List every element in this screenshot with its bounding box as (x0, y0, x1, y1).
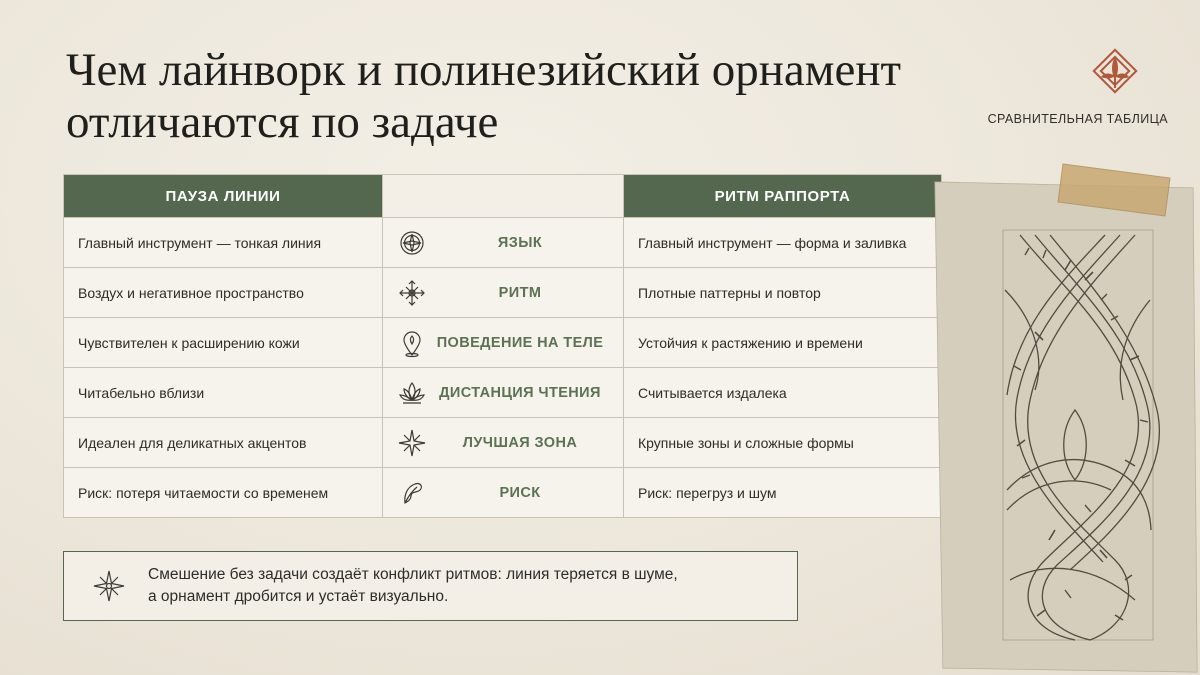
ornament-logo-icon (1086, 42, 1144, 100)
table-row (64, 418, 942, 468)
center-label: ЯЗЫК (497, 234, 543, 251)
page-title (66, 44, 966, 148)
map-pin-icon (397, 328, 427, 358)
note-box (63, 551, 798, 621)
center-cell (383, 418, 624, 468)
center-label: ДИСТАНЦИЯ ЧТЕНИЯ (439, 384, 601, 401)
right-cell: Считывается издалека (624, 368, 942, 418)
left-cell: Чувствителен к расширению кожи (64, 318, 383, 368)
left-cell: Читабельно вблизи (64, 368, 383, 418)
compass-icon (397, 228, 427, 258)
compass-star-icon (92, 569, 126, 603)
title-line-2: отличаются по задаче (66, 96, 499, 148)
table-row (64, 368, 942, 418)
center-cell (383, 468, 624, 518)
center-cell (383, 268, 624, 318)
left-cell: Риск: потеря читаемости со временем (64, 468, 383, 518)
title-line-1: Чем лайнворк и полинезийский орнамент (66, 44, 902, 96)
note-line-2: а орнамент дробится и устаёт визуально. (148, 588, 449, 605)
right-cell: Главный инструмент — форма и заливка (624, 218, 942, 268)
header-left: ПАУЗА ЛИНИИ (64, 175, 383, 218)
center-cell (383, 318, 624, 368)
arrows-burst-icon (397, 278, 427, 308)
table-row (64, 318, 942, 368)
header-right: РИТМ РАППОРТА (624, 175, 942, 218)
left-cell: Главный инструмент — тонкая линия (64, 218, 383, 268)
center-label: РИСК (499, 484, 541, 501)
table-header-row (64, 175, 942, 218)
star-burst-icon (397, 428, 427, 458)
center-label: РИТМ (498, 284, 542, 301)
tattoo-sketch-illustration (925, 160, 1200, 675)
comparison-table (63, 174, 942, 518)
right-cell: Крупные зоны и сложные формы (624, 418, 942, 468)
right-cell: Риск: перегруз и шум (624, 468, 942, 518)
center-label: ПОВЕДЕНИЕ НА ТЕЛЕ (436, 334, 604, 351)
note-line-1: Смешение без задачи создаёт конфликт ритмов: линия теряется в шуме, (148, 566, 678, 583)
header-middle (383, 175, 624, 218)
table-row (64, 468, 942, 518)
leaf-swirl-icon (397, 478, 427, 508)
lotus-icon (397, 378, 427, 408)
center-cell (383, 218, 624, 268)
right-cell: Устойчия к растяжению и времени (624, 318, 942, 368)
note-text (148, 564, 678, 608)
table-row (64, 218, 942, 268)
center-label: ЛУЧШАЯ ЗОНА (462, 434, 578, 451)
right-cell: Плотные паттерны и повтор (624, 268, 942, 318)
left-cell: Идеален для деликатных акцентов (64, 418, 383, 468)
section-subtitle: СРАВНИТЕЛЬНАЯ ТАБЛИЦА (987, 112, 1168, 126)
left-cell: Воздух и негативное пространство (64, 268, 383, 318)
table-row (64, 268, 942, 318)
center-cell (383, 368, 624, 418)
